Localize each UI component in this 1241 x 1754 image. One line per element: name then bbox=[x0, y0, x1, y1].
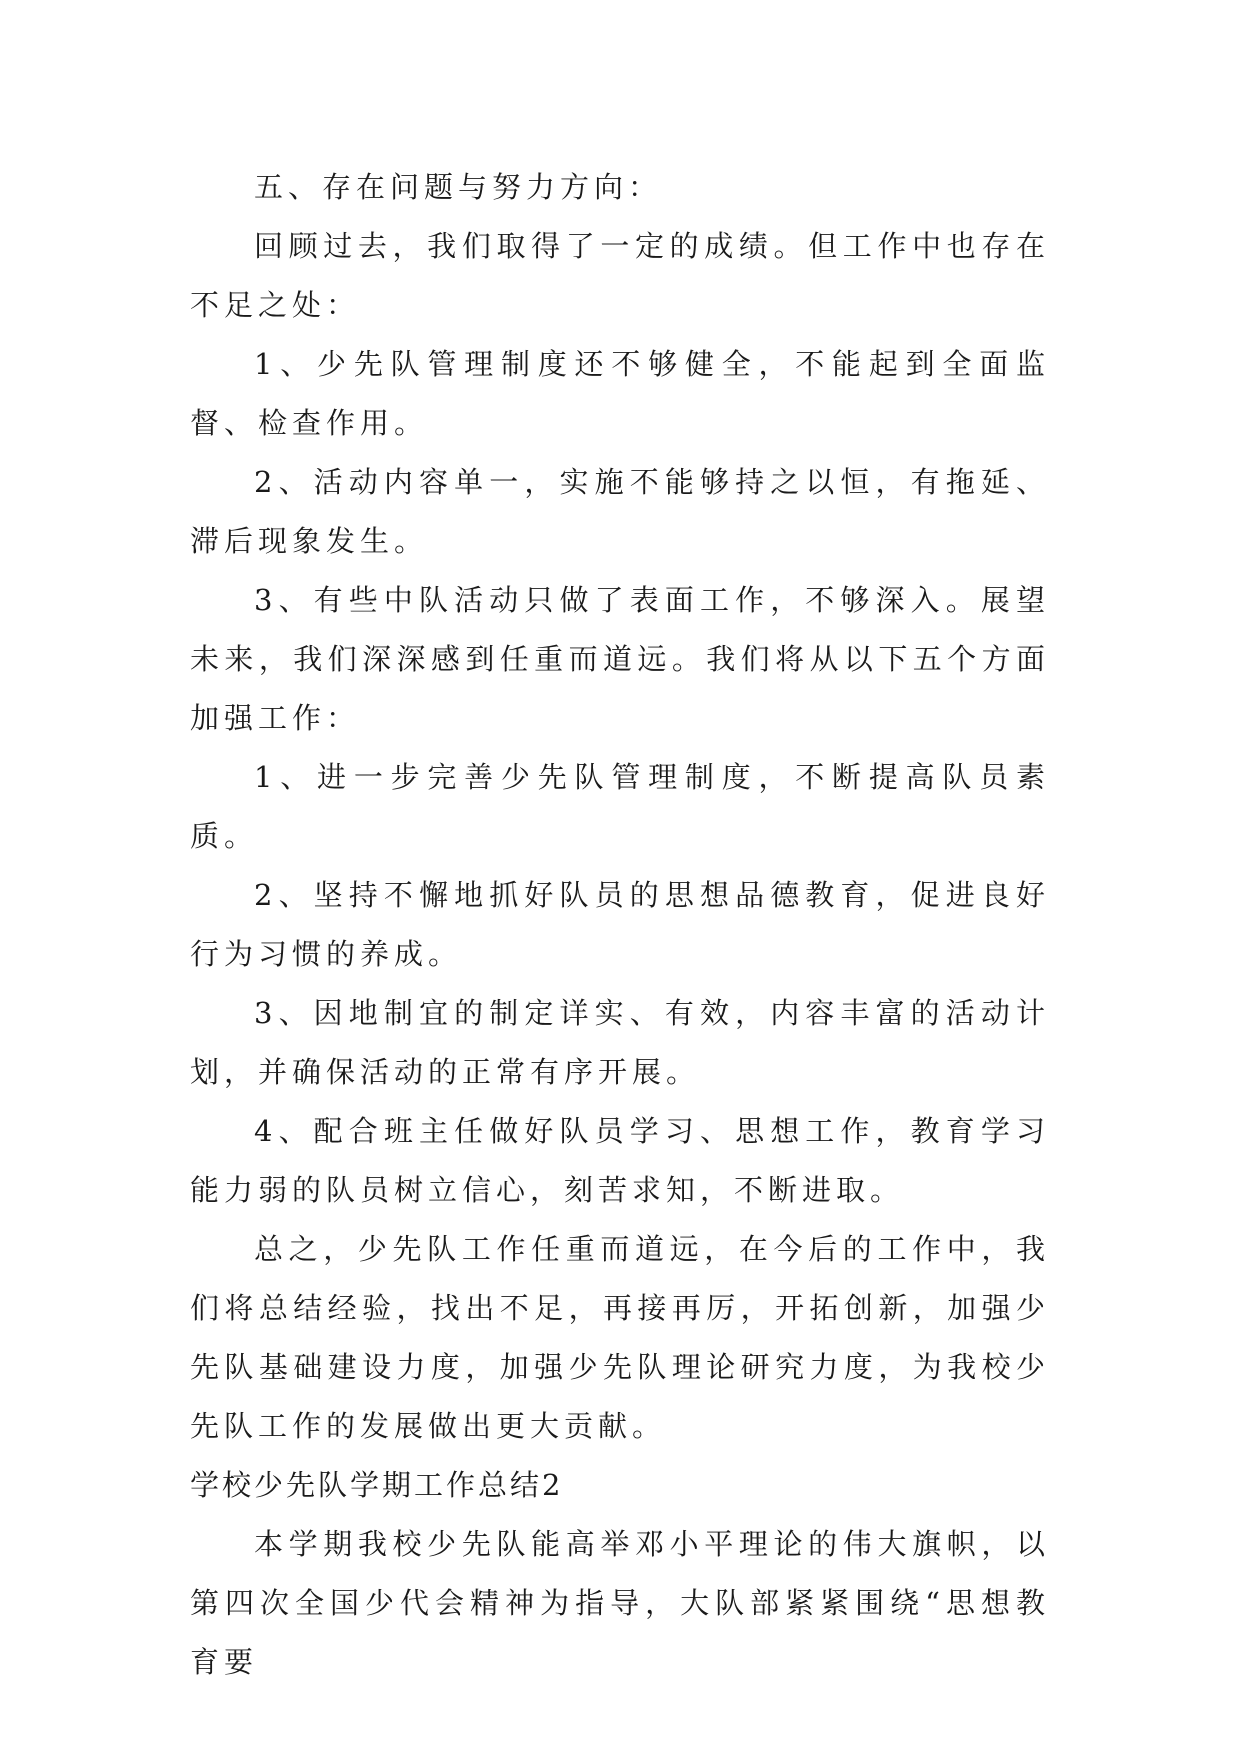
review-paragraph: 回顾过去，我们取得了一定的成绩。但工作中也存在不足之处： bbox=[190, 229, 1050, 322]
direction-item-1: 1、进一步完善少先队管理制度，不断提高队员素质。 bbox=[190, 760, 1050, 853]
section-heading: 学校少先队学期工作总结2 bbox=[190, 1468, 564, 1502]
document-body bbox=[190, 158, 1050, 1692]
problem-item-1: 1、少先队管理制度还不够健全，不能起到全面监督、检查作用。 bbox=[190, 347, 1050, 440]
section-five-title: 五、存在问题与努力方向： bbox=[254, 170, 663, 204]
direction-item-4: 4、配合班主任做好队员学习、思想工作，教育学习能力弱的队员树立信心，刻苦求知，不断进取。 bbox=[190, 1114, 1050, 1207]
problem-item-2: 2、活动内容单一，实施不能够持之以恒，有拖延、滞后现象发生。 bbox=[190, 465, 1050, 558]
direction-item-3: 3、因地制宜的制定详实、有效，内容丰富的活动计划，并确保活动的正常有序开展。 bbox=[190, 996, 1050, 1089]
semester-intro-paragraph: 本学期我校少先队能高举邓小平理论的伟大旗帜，以第四次全国少代会精神为指导，大队部紧紧围绕“思想教育要 bbox=[190, 1527, 1050, 1679]
direction-item-2: 2、坚持不懈地抓好队员的思想品德教育，促进良好行为习惯的养成。 bbox=[190, 878, 1050, 971]
problem-item-3: 3、有些中队活动只做了表面工作，不够深入。展望未来，我们深深感到任重而道远。我们将从以下五个方面加强工作： bbox=[190, 583, 1050, 735]
conclusion-paragraph: 总之，少先队工作任重而道远，在今后的工作中，我们将总结经验，找出不足，再接再厉，开拓创新，加强少先队基础建设力度，加强少先队理论研究力度，为我校少先队工作的发展做出更大贡献。 bbox=[190, 1232, 1050, 1443]
